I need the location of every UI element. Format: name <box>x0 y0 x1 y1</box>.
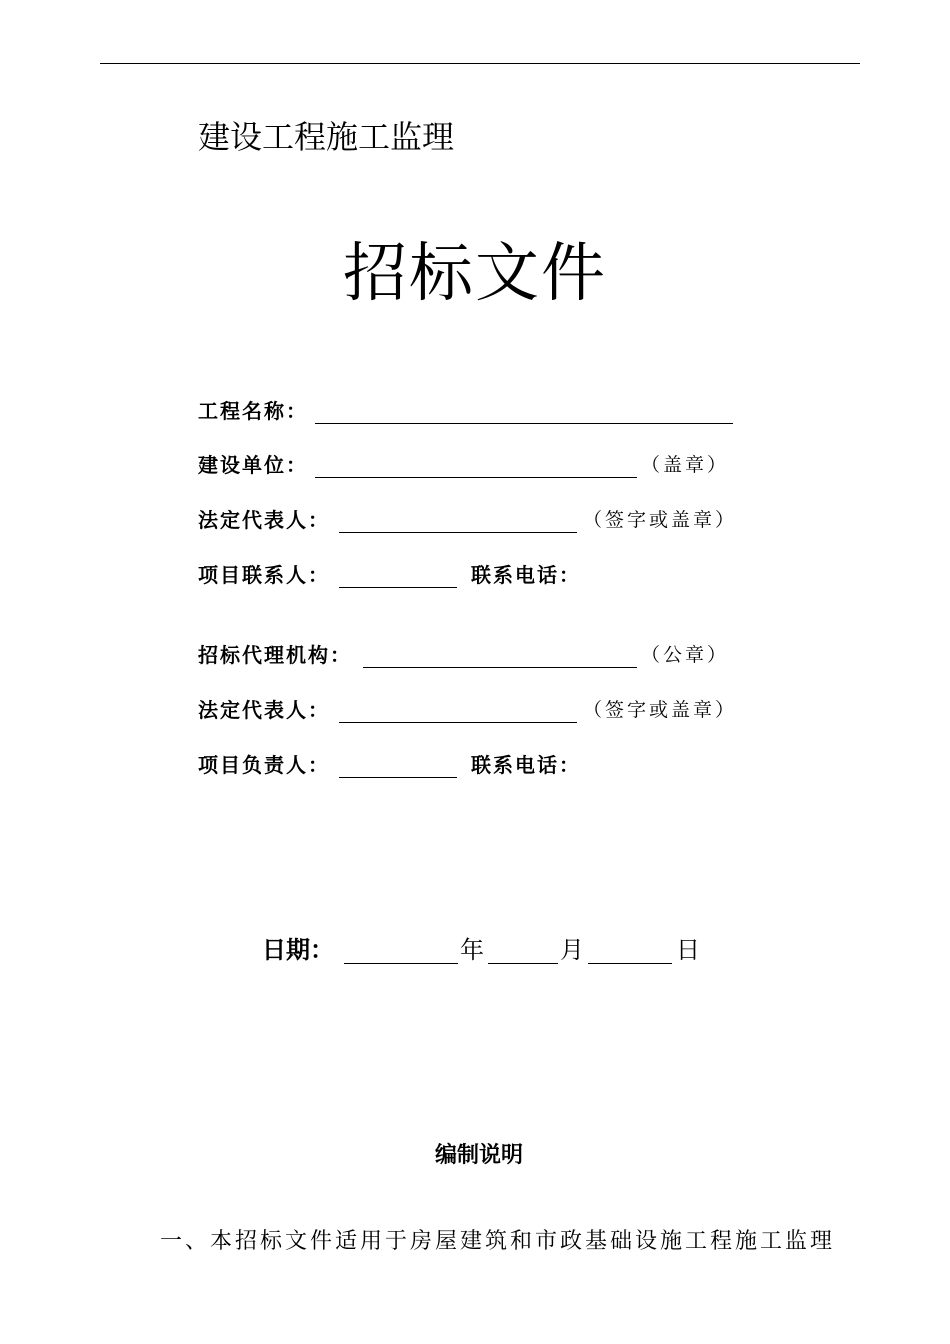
date-row <box>262 930 722 970</box>
project-contact-row <box>198 556 758 596</box>
manager-phone-label: 联系电话： <box>471 753 581 777</box>
header-rule <box>100 63 860 64</box>
official-seal-note: （公章） <box>641 644 730 666</box>
signature-note: （签字或盖章） <box>583 509 738 531</box>
construction-unit-label: 建设单位： <box>198 453 308 477</box>
date-label: 日期： <box>262 936 334 964</box>
month-blank[interactable] <box>488 963 558 964</box>
agency-legal-representative-row <box>198 691 758 731</box>
project-manager-row <box>198 746 758 786</box>
compilation-paragraph: 一、本招标文件适用于房屋建筑和市政基础设施工程施工监理 <box>160 1229 836 1254</box>
project-manager-blank[interactable] <box>339 777 457 778</box>
legal-representative-blank[interactable] <box>339 532 577 533</box>
project-name-row <box>198 392 758 432</box>
construction-unit-row <box>198 446 758 486</box>
compilation-notes-heading: 编制说明 <box>434 1143 523 1168</box>
legal-representative-row <box>198 501 758 541</box>
project-name-blank[interactable] <box>315 423 733 424</box>
agency-label: 招标代理机构： <box>198 643 352 667</box>
agency-legal-representative-blank[interactable] <box>339 722 577 723</box>
agency-row <box>198 636 758 676</box>
agency-signature-note: （签字或盖章） <box>583 699 738 721</box>
day-unit: 日 <box>676 936 700 964</box>
agency-blank[interactable] <box>363 667 637 668</box>
legal-representative-label: 法定代表人： <box>198 508 330 532</box>
document-subtitle: 建设工程施工监理 <box>198 118 455 156</box>
contact-phone-label: 联系电话： <box>471 563 581 587</box>
agency-legal-representative-label: 法定代表人： <box>198 698 330 722</box>
document-title: 招标文件 <box>343 237 607 311</box>
month-unit: 月 <box>560 936 584 964</box>
project-contact-label: 项目联系人： <box>198 563 330 587</box>
day-blank[interactable] <box>588 963 672 964</box>
seal-note: （盖章） <box>641 454 730 476</box>
project-contact-blank[interactable] <box>339 587 457 588</box>
project-name-label: 工程名称： <box>198 399 308 423</box>
project-manager-label: 项目负责人： <box>198 753 330 777</box>
construction-unit-blank[interactable] <box>315 477 637 478</box>
year-unit: 年 <box>460 936 484 964</box>
year-blank[interactable] <box>344 963 458 964</box>
